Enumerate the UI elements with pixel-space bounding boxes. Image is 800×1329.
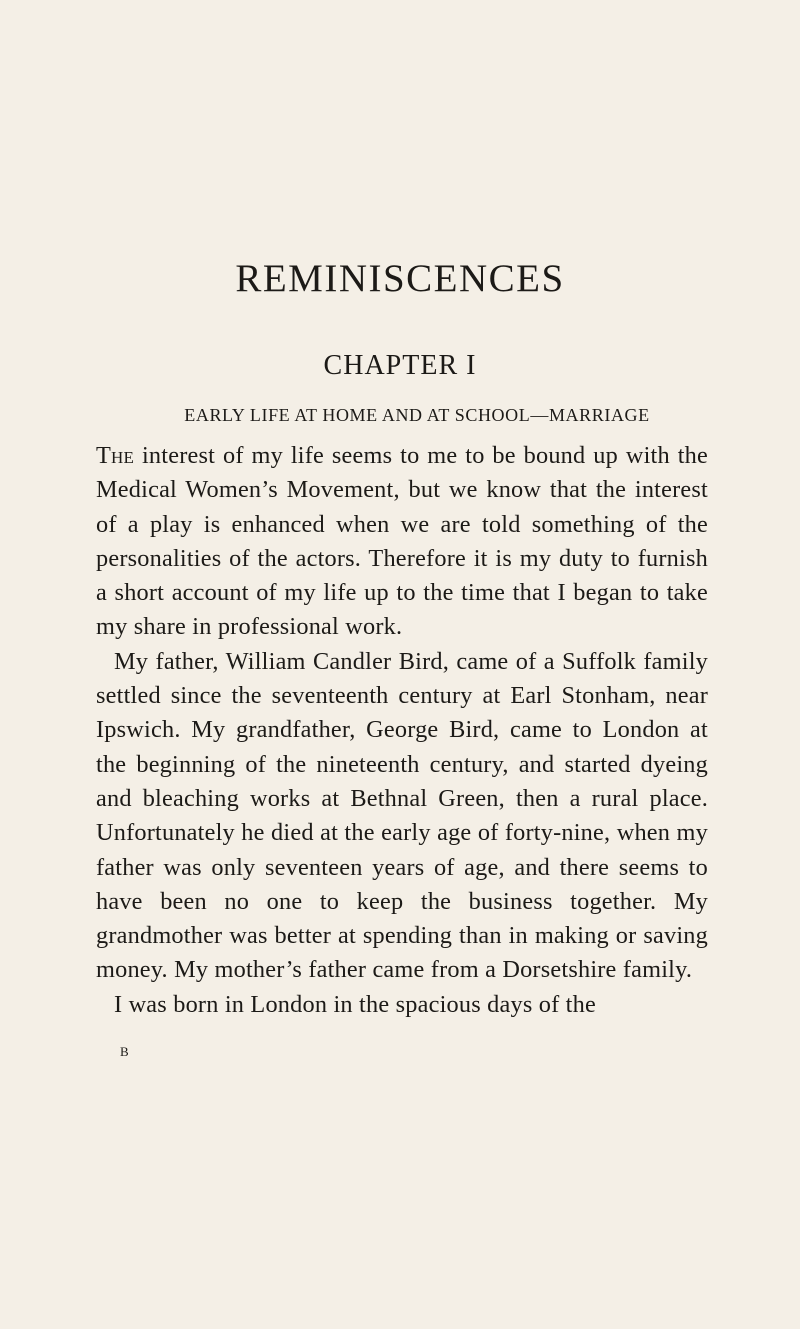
paragraph-1	[96, 439, 708, 645]
signature-mark: B	[120, 1044, 130, 1059]
paragraph-2: My father, William Candler Bird, came of a Suffolk family settled since the seventeenth century at Earl Stonham, near Ipswich. My grandfather, George Bird, came to London at the beginning of the nineteenth century, and started dyeing and bleaching works at Bethnal Green, then a rural place. Unfortunately he died at the early age of forty-nine, when my father was only seventeen years of age, and there seems to have been no one to keep the business together. My grandmother was better at spending than in making or saving money. My mother’s father came from a Dorsetshire family.	[96, 647, 708, 984]
book-title: REMINISCENCES	[235, 257, 565, 300]
paragraph-3: I was born in London in the spacious days of the	[114, 990, 596, 1018]
paragraph-1-text: interest of my life seems to me to be bound up with the Medical Women’s Movement, but we know that the interest of a play is enhanced when we are told something of the personalities of the actors. Therefore it is my duty to furnish a short account of my life up to the time that I began to take my share in professional work.	[96, 442, 708, 641]
paragraph-1-lead-word: The	[96, 442, 135, 469]
body-text	[96, 439, 708, 1022]
chapter-subtitle: EARLY LIFE AT HOME AND AT SCHOOL—MARRIAGE	[184, 405, 650, 425]
chapter-heading: CHAPTER I	[323, 350, 477, 381]
